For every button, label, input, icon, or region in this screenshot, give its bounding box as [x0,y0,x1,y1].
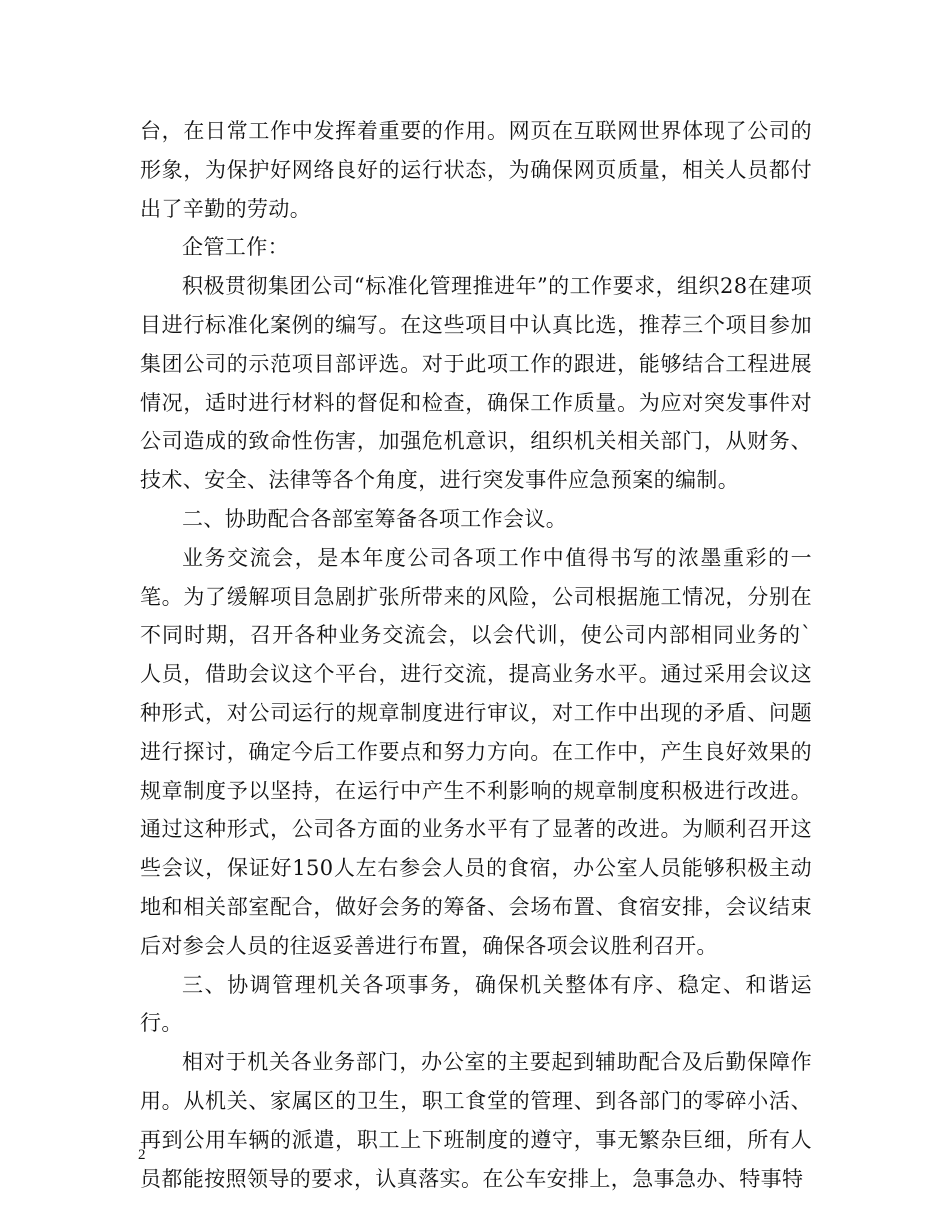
paragraph-office-support: 相对于机关各业务部门，办公室的主要起到辅助配合及后勤保障作用。从机关、家属区的卫生，职工食堂的管理、到各部门的零碎小活、再到公用车辆的派遣，职工上下班制度的遵守，事无繁杂巨细，所有人员都能按照领导的要求，认真落实。在公车安排上，急事急办、特事特 [140,1050,812,1191]
heading-section-three: 三、协调管理机关各项事务，确保机关整体有序、稳定、和谐运行。 [140,972,812,1036]
paragraph-website-role: 台，在日常工作中发挥着重要的作用。网页在互联网世界体现了公司的形象，为保护好网络良好的运行状态，为确保网页质量，相关人员都付出了辛勤的劳动。 [140,119,812,221]
paragraph-standardization: 积极贯彻集团公司“标准化管理推进年”的工作要求，组织28在建项目进行标准化案例的编写。在这些项目中认真比选，推荐三个项目参加集团公司的示范项目部评选。对于此项工作的跟进，能够结合工程进展情况，适时进行材料的督促和检查，确保工作质量。为应对突发事件对公司造成的致命性伤害，加强危机意识，组织机关相关部门，从财务、技术、安全、法律等各个角度，进行突发事件应急预案的编制。 [140,274,812,493]
heading-enterprise-management: 企管工作： [182,235,289,260]
heading-section-two: 二、协助配合各部室筹备各项工作会议。 [182,506,568,531]
page-number: 2 [138,1147,146,1163]
paragraph-business-meetings: 业务交流会，是本年度公司各项工作中值得书写的浓墨重彩的一笔。为了缓解项目急剧扩张所带来的风险，公司根据施工情况，分别在不同时期，召开各种业务交流会，以会代训，使公司内部相同业务的`人员，借助会议这个平台，进行交流，提高业务水平。通过采用会议这种形式，对公司运行的规章制度进行审议，对工作中出现的矛盾、问题进行探讨，确定今后工作要点和努力方向。在工作中，产生良好效果的规章制度予以坚持，在运行中产生不利影响的规章制度积极进行改进。通过这种形式，公司各方面的业务水平有了显著的改进。为顺利召开这些会议，保证好150人左右参会人员的食宿，办公室人员能够积极主动地和相关部室配合，做好会务的筹备、会场布置、食宿安排，会议结束后对参会人员的往返妥善进行布置，确保各项会议胜利召开。 [140,545,812,958]
document-body [140,112,812,1198]
